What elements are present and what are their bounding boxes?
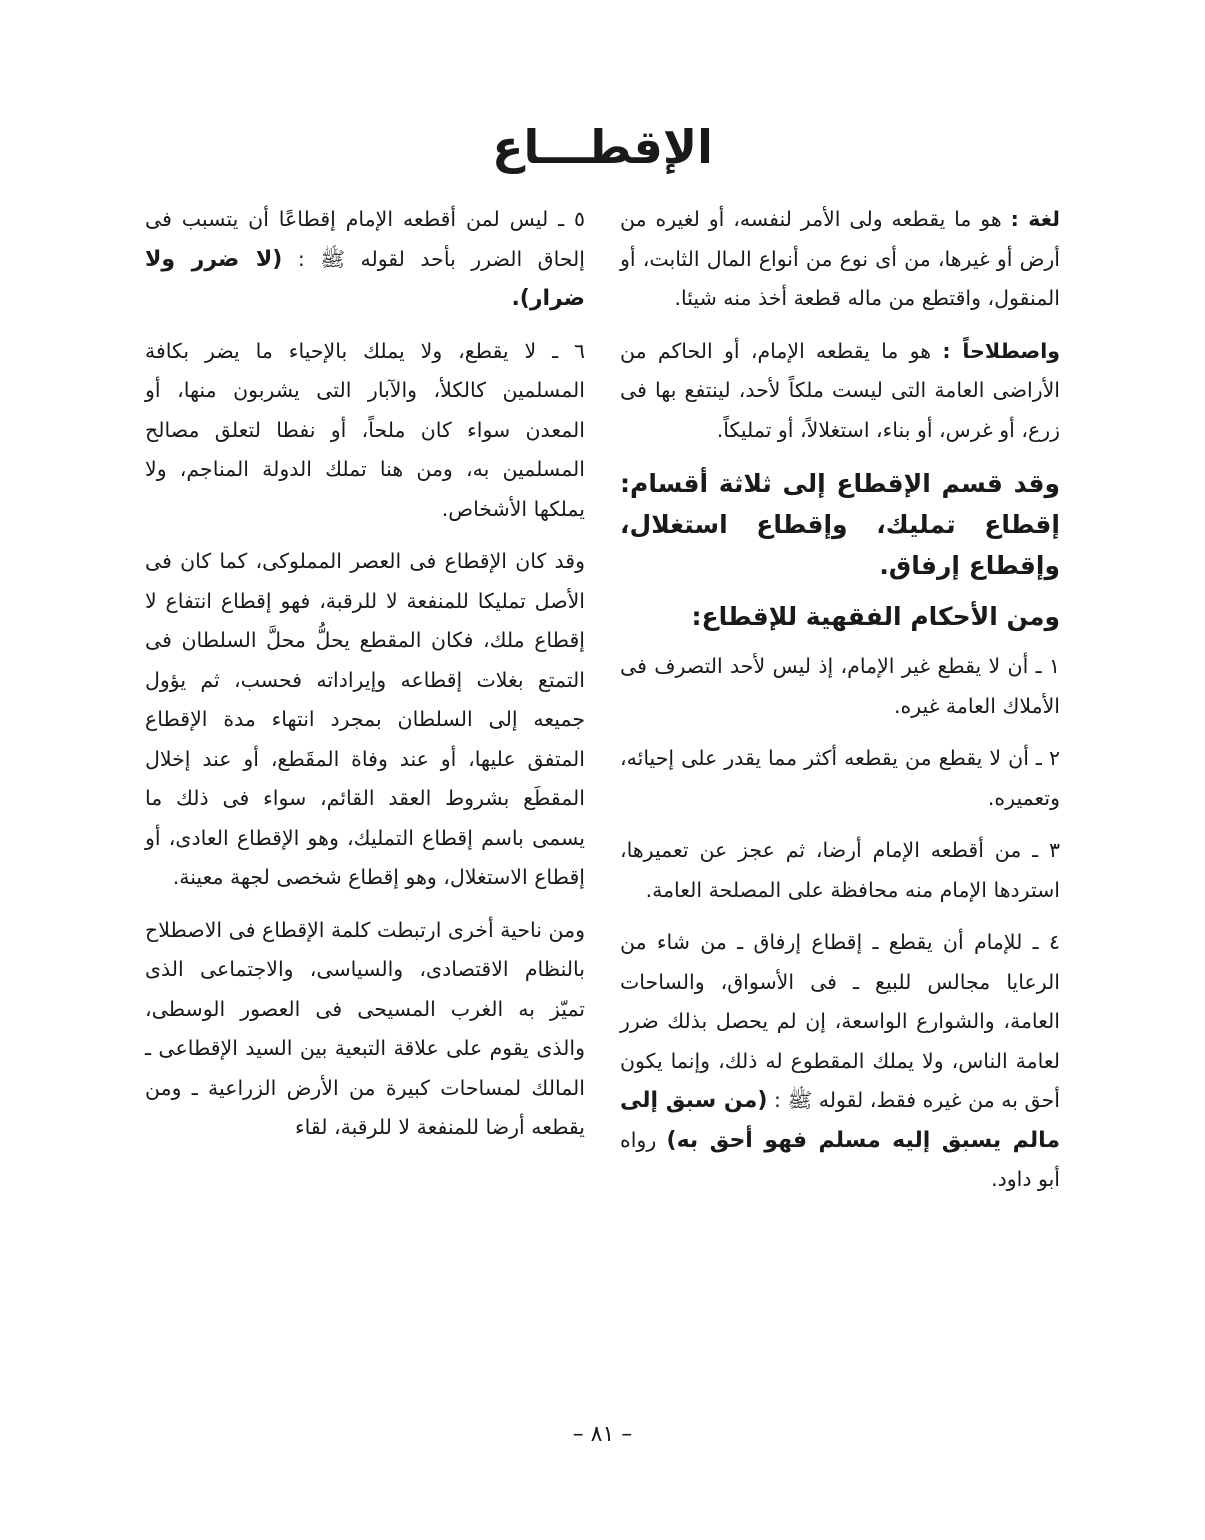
page-title: الإقطـــاع xyxy=(492,120,713,174)
hadith-quote-no-harm: (لا ضرر ولا ضرار). xyxy=(145,246,585,311)
hadith-quote: (من سبق إلى مالم يسبق إليه مسلم فهو أحق به) xyxy=(620,1088,1060,1153)
definition-linguistic-text: هو ما يقطعه ولى الأمر لنفسه، أو لغيره من أرض أو غيرها، من أى نوع من أنواع المال الثابت، أو المنقول، واقتطع من ماله قطعة أخذ منه شيئا. xyxy=(620,207,1060,310)
definition-technical-text: هو ما يقطعه الإمام، أو الحاكم من الأراضى العامة التى ليست ملكاً لأحد، لينتفع بها فى زرع، أو غرس، أو بناء، استغلالاً، أو تمليكاً. xyxy=(620,338,1060,442)
right-column xyxy=(620,200,1060,1213)
section-heading-rulings: ومن الأحكام الفقهية للإقطاع: xyxy=(691,602,1060,631)
ruling-item-6: ٦ ـ لا يقطع، ولا يملك بالإحياء ما يضر بكافة المسلمين كالكلأ، والآبار التى يشربون منها، أو المعدن سواء كان ملحاً، أو نفطا لتعلق مصالح المسلمين به، ومن هنا تملك الدولة المناجم، ولا يملكها الأشخاص. xyxy=(145,338,585,521)
ruling-item-5-text: ٥ ـ ليس لمن أقطعه الإمام إقطاعًا أن يتسبب فى إلحاق الضرر بأحد لقوله ﷺ : xyxy=(145,207,586,271)
ruling-item-3: ٣ ـ من أقطعه الإمام أرضا، ثم عجز عن تعميرها، استردها الإمام منه محافظة على المصلحة العامة. xyxy=(620,838,1060,902)
paragraph-feudal-system: ومن ناحية أخرى ارتبطت كلمة الإقطاع فى الاصطلاح بالنظام الاقتصادى، والسياسى، والاجتماعى الذى تميّز به الغرب المسيحى فى العصور الوسطى، والذى يقوم على علاقة التبعية بين السيد الإقطاعى ـ المالك لمساحات كبيرة من الأرض الزراعية ـ ومن يقطعه أرضا للمنفعة لا للرقبة، لقاء xyxy=(145,917,585,1139)
ruling-item-4 xyxy=(620,923,1060,1200)
ruling-item-5 xyxy=(145,200,585,319)
hadith-source: رواه أبو داود. xyxy=(620,1127,1060,1191)
section-heading-types: وقد قسم الإقطاع إلى ثلاثة أقسام: إقطاع تمليك، وإقطاع استغلال، وإقطاع إرفاق. xyxy=(620,469,1060,580)
ruling-item-2: ٢ ـ أن لا يقطع من يقطعه أكثر مما يقدر على إحيائه، وتعميره. xyxy=(620,746,1060,810)
ruling-item-4-text: ٤ ـ للإمام أن يقطع ـ إقطاع إرفاق ـ من شاء من الرعايا مجالس للبيع ـ فى الأسواق، والساحات العامة، والشوارع الواسعة، إن لم يحصل بذلك ضرر لعامة الناس، ولا يملك المقطوع له ذلك، وإنما يكون أحق به من غيره فقط، لقوله ﷺ : xyxy=(620,930,1061,1112)
term-linguistic: لغة : xyxy=(1010,207,1060,231)
term-technical: واصطلاحاً : xyxy=(942,338,1060,363)
paragraph-mamluk-era: وقد كان الإقطاع فى العصر المملوكى، كما كان فى الأصل تمليكا للمنفعة لا للرقبة، فهو إقطاع انتفاع لا إقطاع ملك، فكان المقطع يحلُّ محلَّ السلطان فى التمتع بغلات إقطاعه وإيراداته فحسب، ثم يؤول جميعه إلى السلطان بمجرد انتهاء مدة الإقطاع المتفق عليها، أو عند وفاة المقَطع، أو عند إخلال المقطَع بشروط العقد القائم، سواء فى ذلك ما يسمى باسم إقطاع التمليك، وهو الإقطاع العادى، أو إقطاع الاستغلال، وهو إقطاع شخصى لجهة معينة. xyxy=(145,549,585,889)
definition-linguistic xyxy=(620,200,1060,319)
left-column xyxy=(145,200,585,1161)
page-number: – ٨١ – xyxy=(572,1422,633,1447)
ruling-item-1: ١ ـ أن لا يقطع غير الإمام، إذ ليس لأحد التصرف فى الأملاك العامة غيره. xyxy=(620,654,1060,718)
definition-technical xyxy=(620,332,1060,451)
